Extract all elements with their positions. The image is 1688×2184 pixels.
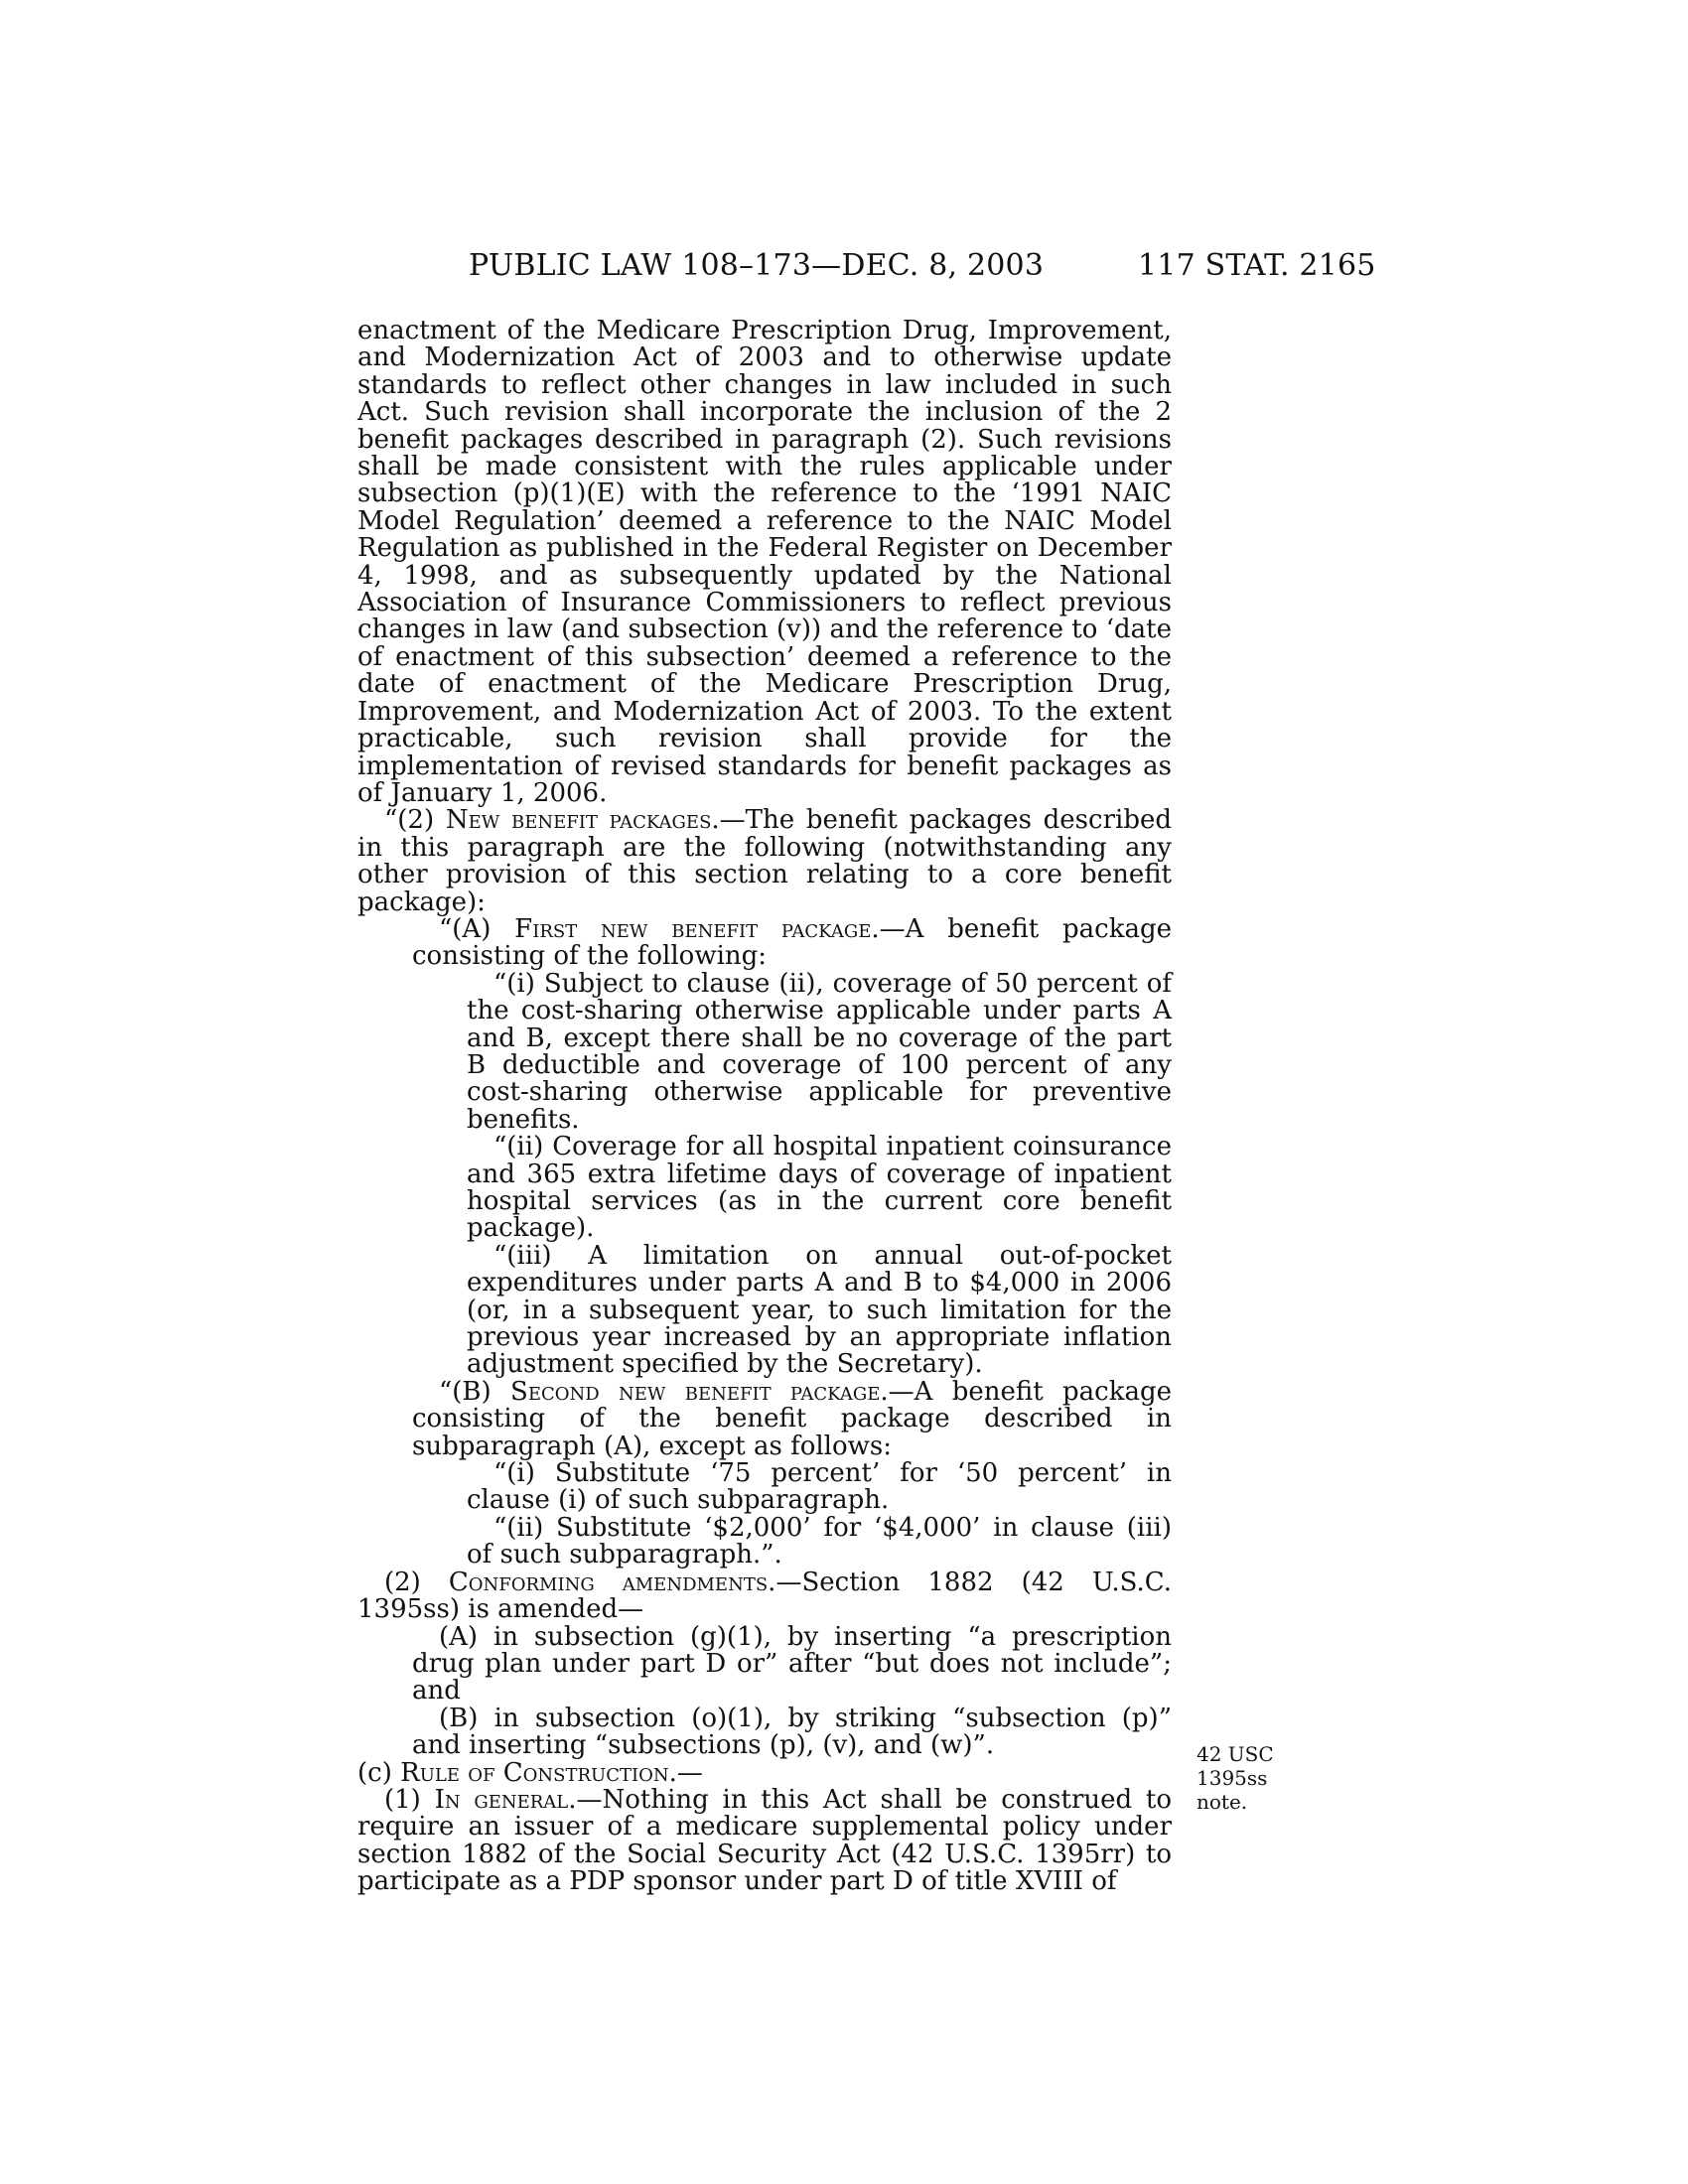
statute-citation: 117 STAT. 2165 — [1138, 248, 1376, 283]
clause-a-iii: “(iii) A limitation on annual out-of-pocket expenditures under parts A and B to $4,000 in 2006 (or, in a subsequent year, to such limitation for the previous year increased by an appropriate inflation adjustment specified by the Secretary). — [467, 1240, 1172, 1380]
margin-note-label: note. — [1196, 1790, 1248, 1814]
margin-note — [1196, 1742, 1345, 1814]
paragraph-new-benefit-packages: “(2) New benefit packages.—The benefit packages described in this paragraph are the following (notwithstanding any other provision of this section relating to a core benefit package): — [357, 805, 1173, 917]
clause-a-i: “(i) Subject to clause (ii), coverage of 50 percent of the cost-sharing otherwise applicable under parts A and B, except there shall be no coverage of the part B deductible and coverage of 100 percent of any cost-sharing otherwise applicable for preventive benefits. — [467, 968, 1172, 1135]
amendment-a: (A) in subsection (g)(1), by inserting “a prescription drug plan under part D or” after “but does not include”; and — [412, 1621, 1172, 1706]
clause-a-ii: “(ii) Coverage for all hospital inpatient coinsurance and 365 extra lifetime days of coverage of inpatient hospital services (as in the current core benefit package). — [467, 1132, 1172, 1244]
page-header — [0, 248, 1688, 288]
subparagraph-b: “(B) Second new benefit package.—A benefit package consisting of the benefit package described in subparagraph (A), except as follows: — [412, 1376, 1173, 1461]
body-text — [357, 318, 1172, 1896]
clause-b-i: “(i) Substitute ‘75 percent’ for ‘50 percent’ in clause (i) of such subparagraph. — [467, 1458, 1172, 1516]
running-head: PUBLIC LAW 108–173—DEC. 8, 2003 — [469, 248, 1045, 283]
paragraph-continuation: enactment of the Medicare Prescription Drug, Improvement, and Modernization Act of 2003 and to otherwise update standards to reflect other changes in law included in such Act. Such revision shall incorporate the inclusion of the 2 benefit packages described in paragraph (2). Such revisions shall be made consistent with the rules applicable under subsection (p)(1)(E) with the reference to the ‘1991 NAIC Model Regulation’ deemed a reference to the NAIC Model Regulation as published in the Federal Register on December 4, 1998, and as subsequently updated by the National Association of Insurance Commissioners to reflect previous changes in law (and subsection (v)) and the reference to ‘date of enactment of this subsection’ deemed a reference to the date of enactment of the Medicare Prescription Drug, Improvement, and Modernization Act of 2003. To the extent practicable, such revision shall provide for the implementation of revised standards for benefit packages as of January 1, 2006. — [357, 316, 1172, 808]
section-heading: Conforming amendments. — [448, 1567, 776, 1597]
paragraph-conforming-amendments: (2) Conforming amendments.—Section 1882 (42 U.S.C. 1395ss) is amended— — [357, 1567, 1172, 1625]
amendment-b: (B) in subsection (o)(1), by striking “subsection (p)” and inserting “subsections (p), (v), and (w)”. — [412, 1703, 1172, 1761]
subparagraph-a: “(A) First new benefit package.—A benefit package consisting of the following: — [412, 913, 1172, 972]
section-heading: In general. — [434, 1784, 577, 1815]
section-heading: Second new benefit package. — [510, 1376, 889, 1407]
subsection-c: (c) Rule of Construction.— — [357, 1757, 703, 1788]
section-heading: New benefit packages. — [445, 805, 720, 836]
section-heading: First new benefit package. — [514, 913, 880, 944]
section-heading: Rule of Construction. — [400, 1757, 677, 1788]
clause-b-ii: “(ii) Substitute ‘$2,000’ for ‘$4,000’ in clause (iii) of such subparagraph.”. — [467, 1512, 1172, 1570]
paragraph-in-general: (1) In general.—Nothing in this Act shall be construed to require an issuer of a medicare supplemental policy under section 1882 of the Social Security Act (42 U.S.C. 1395rr) to participate as a PDP sponsor under part D of title XVIII of — [357, 1784, 1172, 1897]
margin-note-citation: 42 USC 1395ss — [1196, 1742, 1274, 1790]
